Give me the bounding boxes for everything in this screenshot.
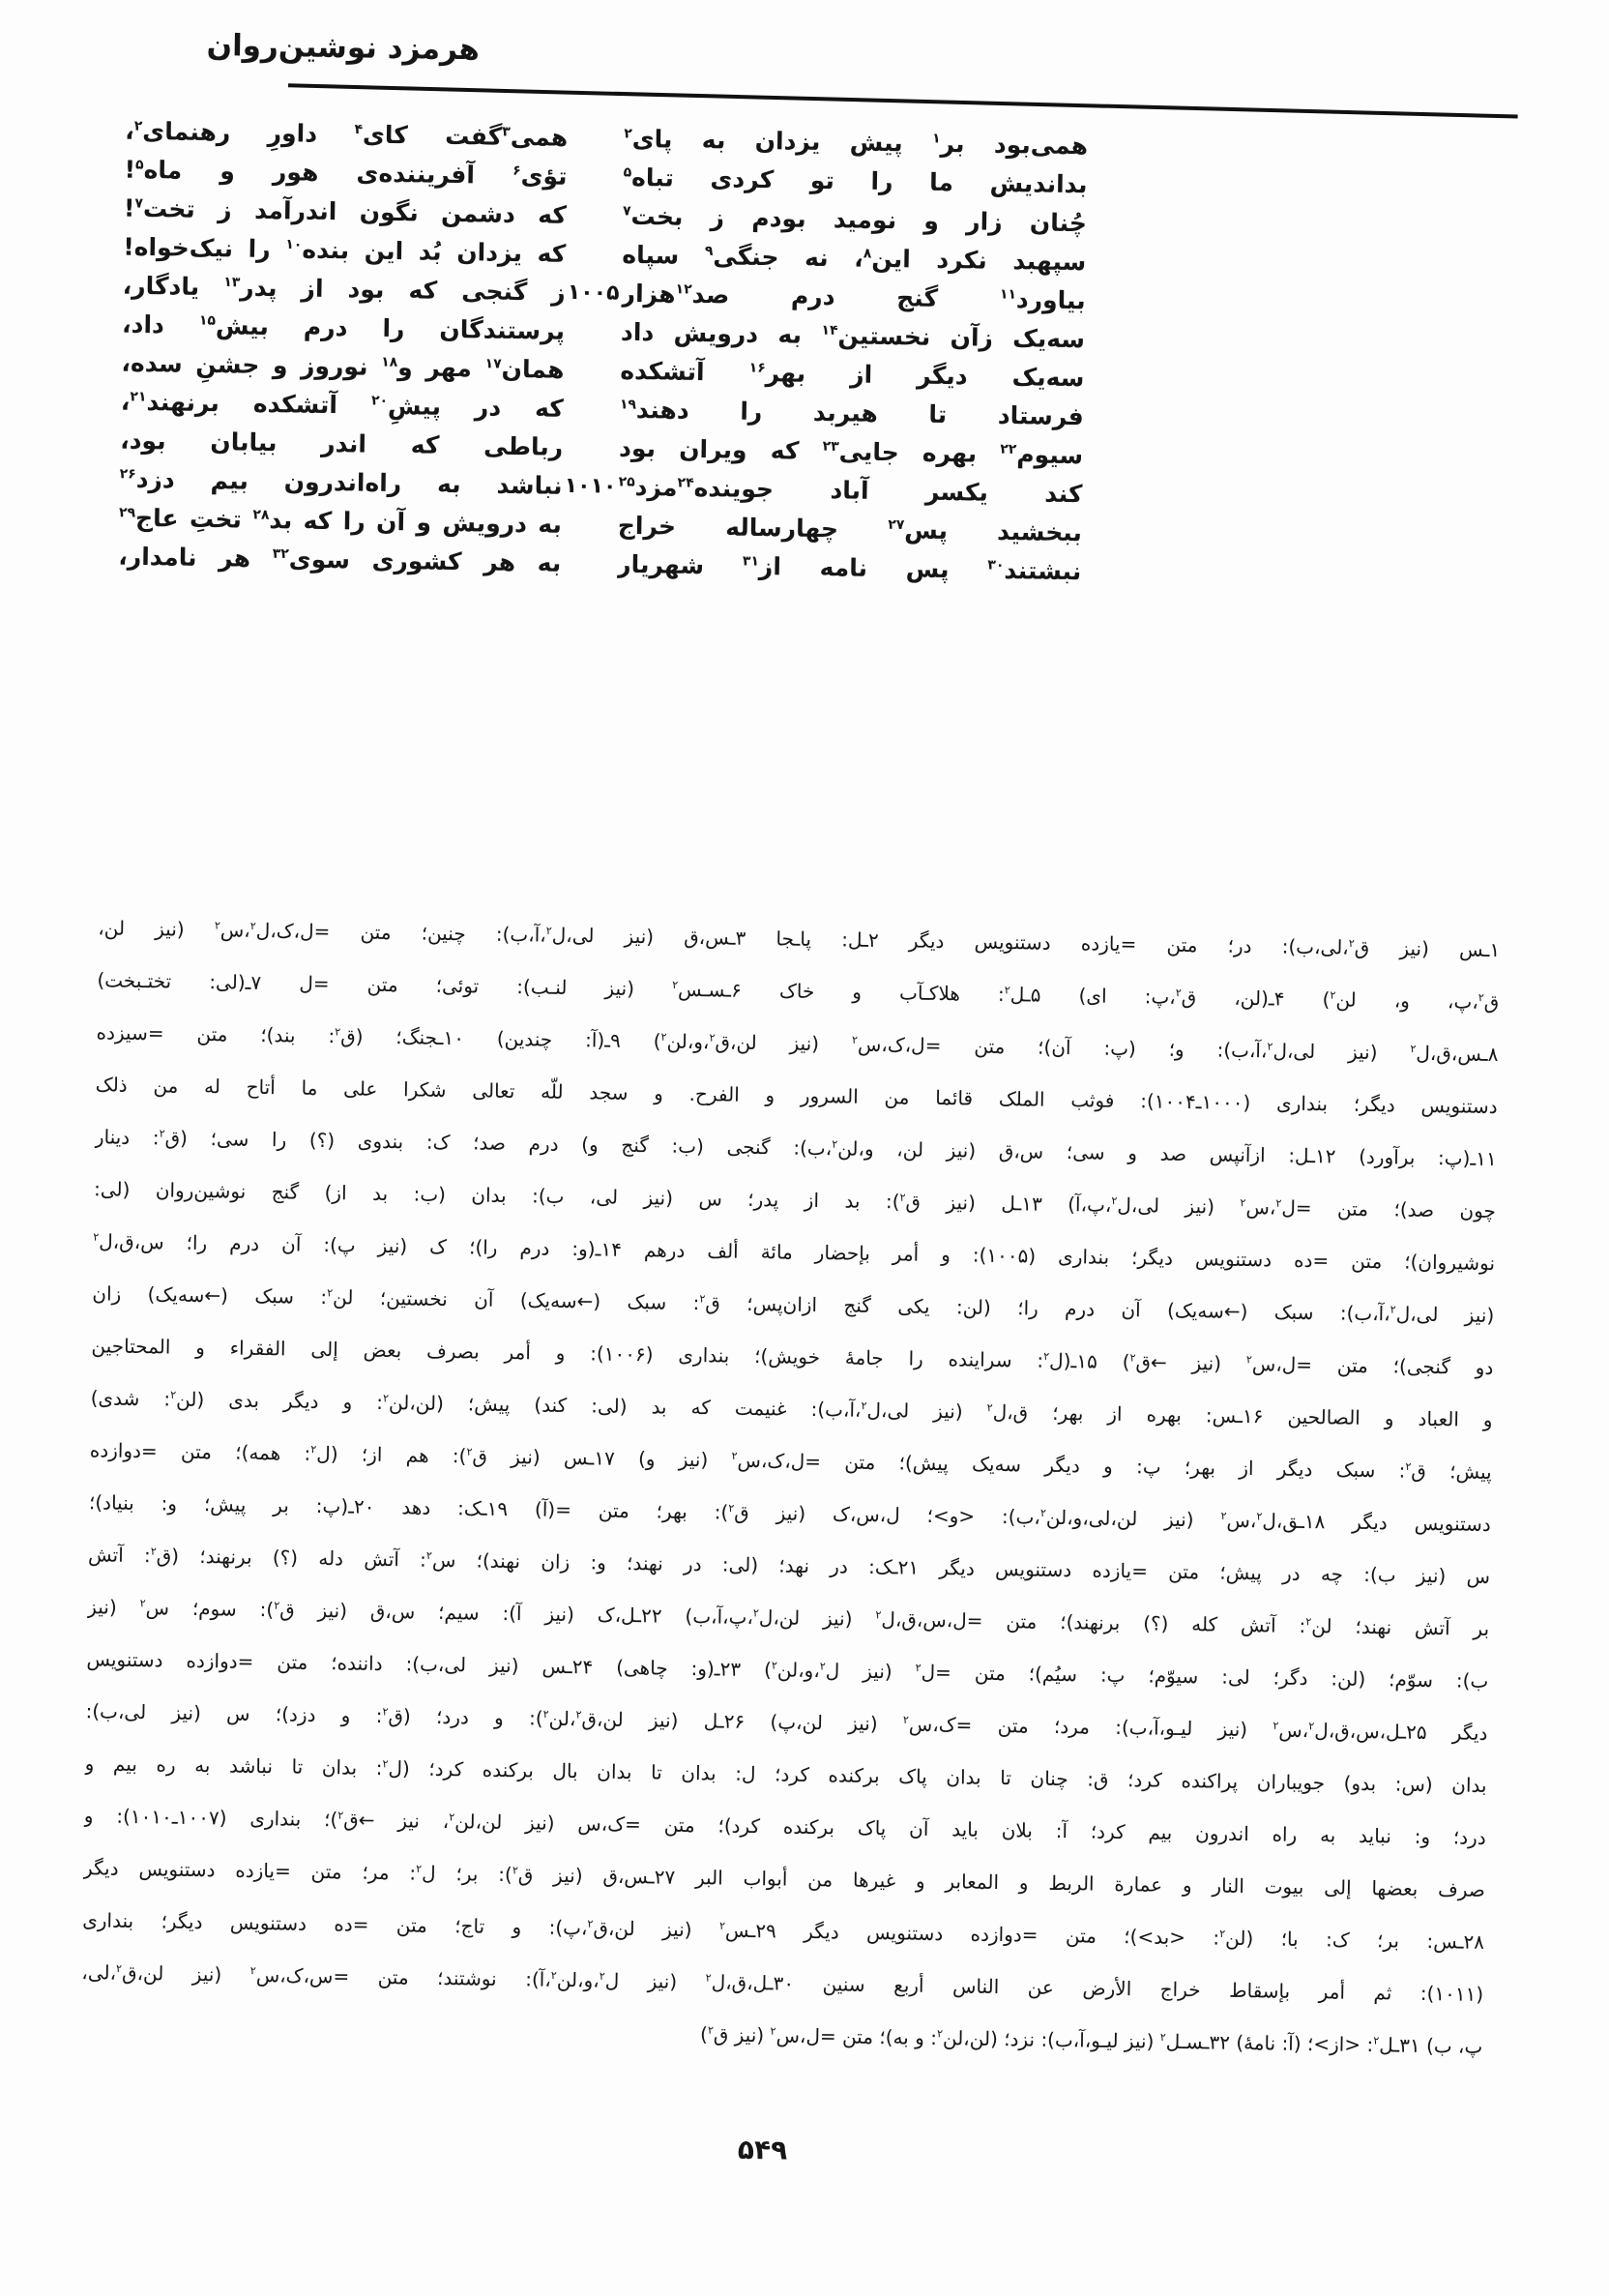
footnote-marker: ۲۱ bbox=[130, 389, 147, 405]
footnote-marker: ۲ bbox=[542, 1707, 549, 1722]
footnote-marker: ۲ bbox=[93, 1230, 100, 1244]
verse-number bbox=[566, 235, 623, 275]
footnote-marker: ۲۶ bbox=[119, 466, 136, 483]
footnote-marker: ۲ bbox=[335, 1025, 341, 1039]
hemistich-second: رباطی که اندر بیابان بود، bbox=[120, 426, 564, 461]
footnote-marker: ۲۳ bbox=[822, 438, 839, 455]
footnote-marker: ۲ bbox=[936, 2027, 944, 2041]
footnote-marker: ۲ bbox=[550, 1969, 557, 1983]
footnote-marker: ۲ bbox=[771, 1659, 778, 1672]
footnote-line: و العباد و الصالحین ۱۶ـس: بهره از بهر؛ ق،ل$^۲$ (نیز لی،ل$^۲$،آ،ب): غنیمت که بد (لی: کند) پیش؛ (لن،لن$^۲$: و دیگر بدی (لن$^۲$: شدی) bbox=[90, 1386, 1493, 1432]
footnote-marker: ۲ bbox=[170, 1388, 177, 1401]
footnote-marker: ۲ bbox=[1220, 1509, 1227, 1523]
footnote-marker: ۱۲ bbox=[675, 281, 692, 298]
footnote-marker: ۱۵ bbox=[198, 312, 217, 329]
footnote-marker: ۱۱ bbox=[999, 286, 1017, 303]
running-title: هرمزد نوشین‌روان bbox=[206, 27, 481, 68]
hemistich-second: نباشد به راه‌اندرون بیم دزد$^{۲۶}$ bbox=[119, 464, 563, 500]
footnote-marker: ۲ bbox=[705, 1971, 712, 1985]
footnote-line: دستنویس دیگر؛ بنداری (۱۰۰۰ـ۱۰۰۴): فوثب الملک قائما من السرور و الفرح. و سجد للّه تعالی شکرا علی ما أتاح له من ذلک bbox=[95, 1073, 1498, 1119]
footnote-marker: ۲ bbox=[249, 920, 256, 933]
footnote-marker: ۲ bbox=[1240, 1196, 1246, 1210]
footnote-marker: ۲ bbox=[1004, 984, 1010, 997]
footnote-marker: ۳ bbox=[502, 124, 512, 140]
verse-number bbox=[561, 545, 618, 584]
footnote-marker: ۲۴ bbox=[677, 475, 694, 491]
footnote-marker: ۱۶ bbox=[748, 360, 766, 376]
footnote-marker: ۲ bbox=[709, 1031, 716, 1045]
footnote-marker: ۲ bbox=[660, 1030, 667, 1044]
hemistich-first: سه‌یک دیگر از بهر$^{۱۶}$ آتشکده bbox=[620, 356, 1085, 393]
footnote-marker: ۲ bbox=[159, 1127, 165, 1140]
footnote-marker: ۲ bbox=[382, 1392, 390, 1405]
footnote-marker: ۲ bbox=[1308, 1720, 1315, 1733]
footnote-marker: ۲ bbox=[1219, 1927, 1226, 1941]
footnote-marker: ۲ bbox=[624, 126, 632, 142]
hemistich-second: به هر کشوری سوی$^{۳۲}$ هر نامدار، bbox=[118, 542, 562, 577]
page-number: ۵۴۹ bbox=[737, 2133, 788, 2166]
footnote-marker: ۲ bbox=[915, 1662, 922, 1675]
hemistich-first: سیوم$^{۲۲}$ بهره جایی$^{۲۳}$ که ویران بود bbox=[618, 433, 1084, 470]
footnote-marker: ۲ bbox=[1129, 1351, 1136, 1365]
footnote-marker: ۲ bbox=[150, 1545, 157, 1558]
footnote-marker: ۲ bbox=[1256, 1510, 1263, 1523]
hemistich-first: سه‌یک زآن نخستین$^{۱۴}$ به درویش داد bbox=[620, 317, 1086, 354]
hemistich-first: کند یکسر آباد جوینده$^{۲۴}$مزد$^{۲۵}$ bbox=[618, 472, 1083, 509]
hemistich-first: بداندیش ما را تو کردی تباه$^۵$ bbox=[623, 162, 1088, 199]
footnote-marker: ۲ bbox=[731, 1450, 738, 1463]
hemistich-first: همی‌بود بر$^۱$ پیش یزدان به پای$^۲$ bbox=[624, 124, 1089, 161]
footnote-line: صرف بعضها إلی بیوت النار و عمارة الربط و المعابر و غیرها من أبواب البر ۲۷ـس،ق (نیز ق$^۲$): بر؛ ل$^۲$: مر؛ متن =یازده دستنویس دیگر bbox=[82, 1856, 1486, 1901]
footnote-marker: ۵ bbox=[134, 157, 144, 173]
footnote-marker: ۲ bbox=[875, 1608, 882, 1622]
footnote-marker: ۸ bbox=[863, 246, 872, 262]
footnote-marker: ۲ bbox=[466, 1445, 473, 1458]
footnote-marker: ۱۹ bbox=[619, 397, 637, 413]
footnote-marker: ۲ bbox=[382, 1757, 389, 1771]
footnote-line: پ، ب) ۳۱ـل$^۲$: <از>؛ (آ: نامهٔ) ۳۲ـسـل$^۲$ (نیز لیـو،آ،ب): نزد؛ (لن،لن$^۲$: و به)؛ متن =ل،س$^۲$ (نیز ق$^۲$) bbox=[699, 2022, 1483, 2058]
header-rule bbox=[288, 83, 1518, 118]
footnote-marker: ۲ bbox=[1330, 988, 1336, 1002]
footnote-marker: ۲ bbox=[1175, 986, 1182, 1000]
hemistich-first: فرستاد تا هیربد را دهند$^{۱۹}$ bbox=[619, 395, 1084, 431]
verse-number bbox=[563, 390, 620, 429]
verse-number bbox=[568, 119, 625, 159]
footnote-marker: ۲ bbox=[274, 1599, 280, 1612]
footnote-marker: ۲ bbox=[327, 1286, 334, 1300]
footnote-marker: ۲ bbox=[832, 1137, 838, 1151]
footnote-marker: ۲ bbox=[752, 1606, 760, 1620]
footnote-marker: ۲ bbox=[587, 1917, 594, 1930]
footnote-marker: ۷ bbox=[622, 203, 631, 220]
hemistich-second: که یزدان بُد این بنده$^{۱۰}$ را نیک‌خواه! bbox=[123, 232, 567, 268]
footnote-line: بر آتش نهند؛ لن$^۲$: آتش کله (؟) برنهند)؛ متن =ل،س،ق،ل$^۲$ (نیز لن،ل$^۲$،پ،آ،ب) ۲۲ـل،ک (نیز آ): سیم؛ س،ق (نیز ق$^۲$): سوم؛ س$^۲$ (نیز bbox=[87, 1595, 1490, 1640]
footnote-marker: ۲ bbox=[214, 919, 221, 932]
verse-number bbox=[567, 196, 624, 236]
footnote-marker: ۵ bbox=[623, 164, 632, 181]
footnote-line: بدان (س: بدو) جویباران پراکنده کرد؛ ق: چنان تا بدان پاک برکنده کرد؛ ل: بدان تا بدان بال برکنده کرد؛ (ل$^۲$: بدان تا نباشد به ره بیم و bbox=[84, 1751, 1487, 1797]
hemistich-first: سپهبد نکرد این$^۸$، نه جنگی$^۹$ سپاه bbox=[622, 240, 1087, 277]
footnote-marker: ۲ bbox=[902, 1713, 910, 1726]
footnote-marker: ۲۸ bbox=[252, 507, 270, 523]
footnote-marker: ۲ bbox=[1159, 2031, 1166, 2045]
footnote-marker: ۲۲ bbox=[1000, 441, 1017, 457]
footnote-marker: ۲ bbox=[699, 1292, 706, 1306]
footnote-line: ق$^۲$،پ، و، لن$^۲$) ۴ـ(لن، ق$^۲$،پ: ای) ۵ـل$^۲$: هلاکـآب و خاک ۶ـسـس$^۲$ (نیز لنـب): توئی؛ متن =ل ۷ـ(لی: تختـبخت) bbox=[97, 968, 1500, 1015]
footnote-marker: ۳۲ bbox=[272, 545, 289, 563]
footnote-line: ب): سوّم؛ (لن: دگر؛ لی: سیوّم؛ پ: سیُم)؛ متن =ل$^۲$ (نیز ل$^۲$،و،لن$^۲$) ۲۳ـ(و: چاهی) ۲۴ـس (نیز لی،ب): داننده؛ متن =دوازده دستنویس bbox=[86, 1647, 1489, 1693]
footnote-marker: ۲ bbox=[718, 1919, 726, 1932]
footnote-line: ۸ـس،ق،ل$^۲$ (نیز لی،ل$^۲$،آ،ب): و؛ (پ: آن)؛ متن =ل،ک،س$^۲$ (نیز لن،ق$^۲$،و،لن$^۲$) ۹ـ(آ: چندین) ۱۰ـجنگ؛ (ق$^۲$: بند)؛ متن =سیزده bbox=[96, 1020, 1499, 1067]
verse-number bbox=[567, 158, 624, 197]
footnote-marker: ۲ bbox=[599, 1969, 605, 1984]
footnote-marker: ۲ bbox=[545, 924, 552, 938]
footnote-marker: ۲ bbox=[851, 1033, 859, 1046]
hemistich-second: همان$^{۱۷}$ مهر و$^{۱۸}$ نوروز و جشنِ سده، bbox=[121, 348, 565, 384]
footnote-marker: ۲ bbox=[1373, 2034, 1380, 2047]
footnote-marker: ۲ bbox=[310, 1443, 317, 1457]
verse-number bbox=[564, 351, 621, 391]
hemistich-second: که دشمن نگون اندرآمد ز تخت$^۷$! bbox=[123, 193, 568, 229]
footnote-marker: ۷ bbox=[134, 195, 144, 212]
hemistich-first: بیاورد$^{۱۱}$ گنج درم صد$^{۱۲}$هزار bbox=[621, 279, 1086, 315]
poem-columns bbox=[118, 112, 1088, 592]
footnote-marker: ۱۷ bbox=[484, 356, 502, 372]
footnote-marker: ۲ bbox=[133, 118, 143, 134]
footnote-marker: ۲ bbox=[1245, 1353, 1253, 1367]
hemistich-first: چُنان زار و نومید بودم ز بخت$^۷$ bbox=[622, 201, 1088, 238]
footnote-line: نوشیروان)؛ متن =ده دستنویس دیگر؛ بنداری (۱۰۰۵): و أمر بإحضار مائة ألف درهم ۱۴ـ(و: درم را)؛ ک (نیز پ): آن درم را؛ س،ق،ل$^۲$ bbox=[93, 1229, 1496, 1276]
footnote-line: پیش؛ ق$^۲$: سبک دیگر از بهر؛ پ: و دیگر سه‌یک پیش)؛ متن =ل،ک،س$^۲$ (نیز و) ۱۷ـس (نیز ق$^۲$): هم از؛ (ل$^۲$: همه)؛ متن =دوازده bbox=[89, 1438, 1492, 1485]
footnote-line: ۱۱ـ(پ: برآورد) ۱۲ـل: ازآنپس صد و سی؛ س،ق (نیز لن، و،لن$^۲$،ب): گنجی (ب: گنج و) درم صد؛ ک: بندوی (؟) را سی؛ (ق$^۲$: دینار bbox=[94, 1125, 1497, 1171]
hemistich-second: که در پیشِ$^{۲۰}$ آتشکده برنهند$^{۲۱}$، bbox=[120, 387, 565, 423]
footnote-marker: ۱۰ bbox=[285, 236, 303, 253]
footnote-marker: ۲ bbox=[1273, 1719, 1279, 1732]
footnote-marker: ۲ bbox=[1410, 1042, 1417, 1056]
footnote-marker: ۲ bbox=[1390, 1303, 1396, 1316]
hemistich-first: ببخشید پس$^{۲۷}$ چهارساله خراج bbox=[617, 511, 1083, 547]
footnote-marker: ۲ bbox=[575, 1708, 582, 1722]
footnote-line: ۱ـس (نیز ق$^۲$،لی،ب): در؛ متن =یازده دستنویس دیگر ۲ـل: پاـجا ۳ـس،ق (نیز لی،ل$^۲$،آ،ب): چنین؛ متن =ل،ک،ل$^۲$،س$^۲$ (نیز لن، bbox=[98, 916, 1501, 962]
footnote-marker: ۶ bbox=[512, 162, 521, 179]
footnote-marker: ۲ bbox=[1267, 1040, 1273, 1053]
verse-number bbox=[563, 428, 620, 468]
footnote-marker: ۲ bbox=[986, 1401, 993, 1415]
verse-number bbox=[565, 312, 622, 352]
footnote-marker: ۲ bbox=[382, 1705, 389, 1719]
verse-number bbox=[562, 506, 619, 545]
footnote-marker: ۲ bbox=[899, 1191, 906, 1204]
footnote-marker: ۲ bbox=[728, 1501, 735, 1516]
footnote-marker: ۳۰ bbox=[987, 557, 1005, 574]
footnote-marker: ۴ bbox=[354, 122, 364, 138]
hemistich-second: تؤی$^۶$ آفریننده‌ی هور و ماه$^۵$! bbox=[124, 155, 568, 191]
footnote-marker: ۲۵ bbox=[618, 474, 635, 490]
footnote-marker: ۲ bbox=[819, 1660, 826, 1673]
footnote-marker: ۲ bbox=[1043, 1350, 1050, 1364]
footnote-marker: ۲۹ bbox=[118, 505, 136, 521]
footnote-line: س (نیز ب): چه در پیش؛ متن =یازده دستنویس دیگر ۲۱ـک: در نهد؛ (لی: در نهند؛ و: زان نهند)؛ س$^۲$: آتش دله (؟) برنهند؛ (ق$^۲$: آتش bbox=[87, 1543, 1491, 1588]
footnote-marker: ۲ bbox=[512, 1864, 518, 1877]
footnote-marker: ۲ bbox=[1039, 1507, 1047, 1520]
footnote-marker: ۱۳ bbox=[223, 274, 241, 291]
footnote-marker: ۲ bbox=[116, 1962, 123, 1976]
footnote-marker: ۹ bbox=[704, 243, 714, 259]
footnote-marker: ۲ bbox=[672, 978, 679, 992]
critical-apparatus-footnotes bbox=[80, 901, 1500, 2073]
hemistich-second: به درویش و آن را که بد$^{۲۸}$ تختِ عاج$^{۲۹}$ bbox=[118, 503, 563, 539]
footnote-marker: ۲۰ bbox=[370, 393, 389, 409]
footnote-marker: ۲ bbox=[1305, 1615, 1312, 1629]
footnote-marker: ۲ bbox=[1348, 936, 1355, 951]
footnote-line: دستنویس دیگر ۱۸ـق،ل$^۲$،س$^۲$ (نیز لن،لی،و،لن$^۲$،ب): <و>؛ ل،س،ک (نیز ق$^۲$): بهر؛ متن =(آ) ۱۹ـک: دهد ۲۰ـ(پ: بر پیش؛ و: بنیاد)؛ bbox=[88, 1490, 1492, 1537]
hemistich-second: ز گنجی که بود از پدر$^{۱۳}$ یادگار، bbox=[122, 271, 566, 307]
footnote-line: دو گنجی)؛ متن =ل،س$^۲$ (نیز ←ق$^۲$) ۱۵ـ(ل$^۲$: سراینده را جامهٔ خویش)؛ بنداری (۱۰۰۶): و أمر بصرف بعض إلی الفقراء و المحتاجین bbox=[91, 1334, 1494, 1380]
footnote-line: دیگر ۲۵ـل،س،ق،ل$^۲$،س$^۲$ (نیز لیـو،آ،ب): مرد؛ متن =ک،س$^۲$ (نیز لن،پ) ۲۶ـل (نیز لن،ق$^۲$،لن$^۲$): و درد؛ (ق$^۲$: و دزد)؛ س (نیز لی،ب): bbox=[85, 1699, 1488, 1745]
hemistich-first: نبشتند$^{۳۰}$ پس نامه از$^{۳۱}$ شهریار bbox=[617, 549, 1082, 586]
footnote-marker: ۲ bbox=[861, 1399, 867, 1413]
footnote-marker: ۲ bbox=[425, 1549, 433, 1563]
hemistich-second: همی$^۳$گفت کای$^۴$ داورِ رهنمای$^۲$، bbox=[125, 116, 569, 152]
footnote-marker: ۲ bbox=[707, 2023, 715, 2037]
footnote-line: چون صد)؛ متن =ل$^۲$،س$^۲$ (نیز لی،ل$^۲$،پ،آ) ۱۳ـل (نیز ق$^۲$): بد از پدر؛ س (نیز لی، ب): بدان (ب: بد از) گنج نوشین‌روان (لی: bbox=[93, 1177, 1497, 1223]
footnote-line: درد؛ و: نباید به راه اندرون بیم کرد؛ آ: بلان باید آن پاک برکنده کرد)؛ متن =ک،س (نیز لن،لن$^۲$، نیز ←ق$^۲$)؛ بنداری (۱۰۰۷ـ۱۰۱۰): و bbox=[83, 1804, 1486, 1849]
footnote-marker: ۲ bbox=[249, 1964, 256, 1978]
footnote-marker: ۲ bbox=[770, 2024, 776, 2038]
footnote-marker: ۲۷ bbox=[888, 516, 905, 534]
verse-number: ۱۰۰۵ bbox=[567, 280, 620, 306]
footnote-line: (نیز لی،ل$^۲$،آ،ب): سبک (←سه‌یک) آن درم را؛ (لن: یکی گنج ازان‌پس؛ ق$^۲$: سبک (←سه‌یک) آن نخستین؛ لن$^۲$: سبک (←سه‌یک) زان bbox=[92, 1281, 1495, 1328]
verse-number: ۱۰۱۰ bbox=[564, 473, 617, 499]
footnote-marker: ۱ bbox=[931, 131, 941, 147]
footnote-marker: ۲ bbox=[1275, 1196, 1282, 1210]
footnote-marker: ۲ bbox=[1477, 991, 1484, 1005]
footnote-marker: ۲ bbox=[416, 1862, 423, 1876]
footnote-line: ۲۸ـس: بر؛ ک: با؛ (لن$^۲$: <بد>)؛ متن =دوازده دستنویس دیگر ۲۹ـس$^۲$ (نیز لن،ق$^۲$،پ): و تاج؛ متن =ده دستنویس دیگر؛ بنداری bbox=[82, 1908, 1485, 1954]
footnote-marker: ۲ bbox=[449, 1810, 455, 1824]
hemistich-second: پرستندگان را درم بیش$^{۱۵}$ داد، bbox=[121, 309, 566, 345]
footnote-line: (۱۰۱۱): ثم أمر بإسقاط خراج الأرض عن الناس أربع سنین ۳۰ـل،ق،ل$^۲$ (نیز ل$^۲$،و،لن$^۲$،آ): نوشتند؛ متن =س،ک،س$^۲$ (نیز لن،ق$^۲$،لی، bbox=[81, 1960, 1484, 2006]
footnote-marker: ۲ bbox=[139, 1597, 146, 1610]
footnote-marker: ۲ bbox=[337, 1809, 344, 1822]
footnote-marker: ۲ bbox=[1405, 1459, 1412, 1474]
footnote-marker: ۲ bbox=[1111, 1194, 1118, 1208]
footnote-marker: ۱۸ bbox=[381, 354, 398, 370]
footnote-marker: ۳۱ bbox=[742, 553, 760, 570]
footnote-marker: ۱۴ bbox=[821, 322, 838, 339]
